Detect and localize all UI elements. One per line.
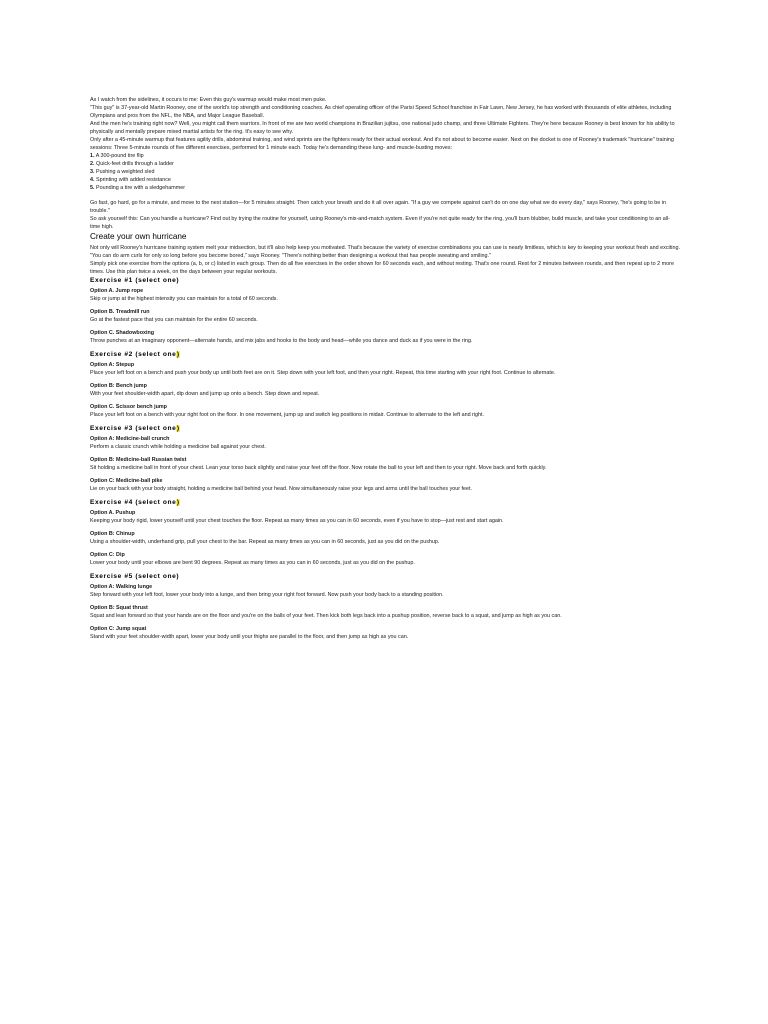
exercise-title-end-highlight: ) xyxy=(176,499,180,506)
section-paragraph: Simply pick one exercise from the options (a, b, or c) listed in each group. Then do all five exercises in the order shown for 60 seconds each, and without resting. That's one round. Rest for 2 minutes between rounds, and then repeat up to 2 more times. Use this plan twice a week, on the days between your regular workouts. xyxy=(90,261,674,275)
option-name: Option C: Dip xyxy=(90,552,125,558)
option-text: Lower your body until your elbows are bent 90 degrees. Repeat as many times as you can in 60 seconds, just as you did on the pushup. xyxy=(90,560,415,566)
option-text: Lie on your back with your body straight, holding a medicine ball behind your head. Now simultaneously raise your legs and arms until the ball touches your feet. xyxy=(90,486,473,492)
exercise-group xyxy=(90,572,680,641)
option-text: Go at the fastest pace that you can maintain for the entire 60 seconds. xyxy=(90,317,258,323)
body-paragraph: So ask yourself this: Can you handle a hurricane? Find out by trying the routine for yourself, using Rooney's mix-and-match system. Even if you're not quite ready for the ring, you'll burn blubber, build muscle, and take your conditioning to an all-time high. xyxy=(90,216,670,230)
list-text: Pushing a weighted sled xyxy=(96,169,155,175)
exercise-option xyxy=(90,551,680,567)
section-heading: Create your own hurricane xyxy=(90,232,187,241)
option-text: Throw punches at an imaginary opponent—alternate hands, and mix jabs and hooks to the body and head—while you dance and duck as if you were in the ring. xyxy=(90,338,473,344)
option-name: Option B. Treadmill run xyxy=(90,309,150,315)
exercise-group xyxy=(90,498,680,567)
exercise-heading xyxy=(90,498,680,508)
exercise-heading xyxy=(90,350,680,360)
option-text: Keeping your body rigid, lower yourself until your chest touches the floor. Repeat as many times as you can in 60 seconds, even if you have to stop—just rest and start again. xyxy=(90,518,504,524)
exercise-option xyxy=(90,583,680,599)
list-text: Sprinting with added resistance xyxy=(96,177,171,183)
exercise-option xyxy=(90,625,680,641)
option-name: Option B: Medicine-ball Russian twist xyxy=(90,457,187,463)
option-name: Option C: Medicine-ball pike xyxy=(90,478,163,484)
option-text: Place your left foot on a bench and push your body up until both feet are on it. Step down with your left foot, and then your right. Repeat, this time starting with your right foot. Continue to alternate. xyxy=(90,370,556,376)
exercise-option xyxy=(90,509,680,525)
article xyxy=(90,96,680,646)
list-number: 4. xyxy=(90,177,95,183)
exercise-option xyxy=(90,308,680,324)
exercise-heading xyxy=(90,424,680,434)
exercise-title-end-highlight: ) xyxy=(176,351,180,358)
option-name: Option C. Scissor bench jump xyxy=(90,404,167,410)
list-number: 1. xyxy=(90,153,95,159)
exercise-option xyxy=(90,604,680,620)
exercise-title-end: ) xyxy=(176,573,180,580)
exercise-group xyxy=(90,276,680,345)
intro-paragraph: And the men he's training right now? Well, you might call them warriors. In front of me are two world champions in Brazilian jujitsu, one national judo champ, and three Ultimate Fighters. They're here because Rooney is best known for his ability to physically and mentally prepare mixed martial artists for the ring. It's easy to see why. xyxy=(90,121,675,135)
exercise-option xyxy=(90,287,680,303)
exercise-option xyxy=(90,382,680,398)
option-text: Step forward with your left foot, lower your body into a lunge, and then bring your right foot forward. Now push your body back to a standing position. xyxy=(90,592,444,598)
exercise-group xyxy=(90,350,680,419)
list-item xyxy=(90,176,680,184)
exercise-title: Exercise #3 (select one xyxy=(90,425,177,432)
option-text: Skip or jump at the highest intensity you can maintain for a total of 60 seconds. xyxy=(90,296,278,302)
exercise-group xyxy=(90,424,680,493)
option-text: Place your left foot on a bench with your right foot on the floor. In one movement, jump up and switch leg positions in midair. Continue to alternate to the left and right. xyxy=(90,412,485,418)
exercise-option xyxy=(90,403,680,419)
intro-paragraph: As I watch from the sidelines, it occurs to me: Even this guy's warmup would make most men puke. xyxy=(90,97,327,103)
option-text: Stand with your feet shoulder-width apart, lower your body until your thighs are parallel to the floor, and then jump as high as you can. xyxy=(90,634,409,640)
option-name: Option B: Squat thrust xyxy=(90,605,148,611)
exercise-title-end: ) xyxy=(176,277,180,284)
intro-paragraph: Only after a 45-minute warmup that features agility drills, abdominal training, and wind sprints are the fighters ready for their actual workout. And it's not about to become easier. Next on the docket is one of Rooney's trademark "hurricane" training sessions: Three 5-minute rounds of five different exercises, performed for 1 minute each. Today he's demanding these lung- and muscle-busting moves: xyxy=(90,137,674,151)
exercise-option xyxy=(90,329,680,345)
exercise-option xyxy=(90,435,680,451)
list-item xyxy=(90,160,680,168)
option-name: Option A: Medicine-ball crunch xyxy=(90,436,170,442)
exercise-option xyxy=(90,361,680,377)
list-text: Pounding a tire with a sledgehammer xyxy=(96,185,185,191)
list-number: 5. xyxy=(90,185,95,191)
exercise-option xyxy=(90,530,680,546)
exercise-title: Exercise #4 (select one xyxy=(90,499,177,506)
option-name: Option B: Bench jump xyxy=(90,383,147,389)
option-name: Option A: Walking lunge xyxy=(90,584,153,590)
option-text: Perform a classic crunch while holding a medicine ball against your chest. xyxy=(90,444,266,450)
option-name: Option B: Chinup xyxy=(90,531,135,537)
option-name: Option A. Jump rope xyxy=(90,288,144,294)
list-text: A 300-pound tire flip xyxy=(95,153,144,159)
option-name: Option A. Pushup xyxy=(90,510,136,516)
list-number: 3. xyxy=(90,169,95,175)
moves-list xyxy=(90,152,680,192)
option-text: Sit holding a medicine ball in front of your chest. Lean your torso back slightly and raise your feet off the floor. Now rotate the ball to your left and then to your right. Move back and forth quickly. xyxy=(90,465,547,471)
section-paragraph: Not only will Rooney's hurricane training system melt your midsection, but it'll also help keep you motivated. That's because the variety of exercise combinations you can use is nearly limitless, which is key to keeping your workout fresh and exciting. "You can do arm curls for only so long before you become bored," says Rooney. "There's nothing better than designing a workout that has people sweating and smiling." xyxy=(90,245,680,259)
list-item xyxy=(90,152,680,160)
exercise-option xyxy=(90,477,680,493)
option-text: Squat and lean forward so that your hands are on the floor and you're on the balls of your feet. Then kick both legs back into a pushup position, reverse back to a squat, and jump as high as you can. xyxy=(90,613,562,619)
exercise-title: Exercise #1 (select one xyxy=(90,277,177,284)
list-item xyxy=(90,184,680,192)
list-item xyxy=(90,168,680,176)
list-text: Quick-feet drills through a ladder xyxy=(96,161,174,167)
option-text: Using a shoulder-width, underhand grip, pull your chest to the bar. Repeat as many times as you can in 60 seconds, just as you did on the pushup. xyxy=(90,539,440,545)
option-name: Option C. Shadowboxing xyxy=(90,330,155,336)
exercise-heading xyxy=(90,276,680,286)
intro-paragraph: "This guy" is 37-year-old Martin Rooney, one of the world's top strength and conditioning coaches. As chief operating officer of the Parisi Speed School franchise in Fair Lawn, New Jersey, he has worked with thousands of elite athletes, including Olympians and pros from the NFL, the NBA, and Major League Baseball. xyxy=(90,105,672,119)
exercise-option xyxy=(90,456,680,472)
exercise-heading xyxy=(90,572,680,582)
option-name: Option C: Jump squat xyxy=(90,626,147,632)
exercise-title: Exercise #2 (select one xyxy=(90,351,177,358)
option-name: Option A: Stepup xyxy=(90,362,135,368)
list-number: 2. xyxy=(90,161,95,167)
option-text: With your feet shoulder-width apart, dip down and jump up onto a bench. Step down and repeat. xyxy=(90,391,320,397)
exercise-title-end-highlight: ) xyxy=(176,425,180,432)
body-paragraph: Go fast, go hard, go for a minute, and move to the next station—for 5 minutes straight. Then catch your breath and do it all over again. "If a guy we compete against can't do on one day what we do every day," says Rooney, "he's going to be in trouble." xyxy=(90,200,666,214)
exercise-title: Exercise #5 (select one xyxy=(90,573,177,580)
